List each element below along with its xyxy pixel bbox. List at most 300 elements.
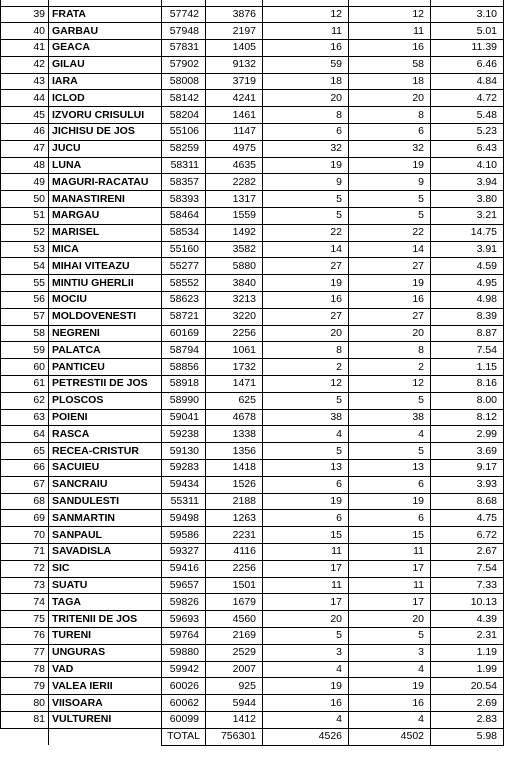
count-cell-2: 12 — [349, 6, 431, 23]
population-cell: 4635 — [206, 157, 263, 174]
commune-name: PLOSCOS — [49, 392, 162, 409]
code-cell: 58721 — [162, 308, 206, 325]
count-cell-2: 5 — [349, 627, 431, 644]
commune-name: JUCU — [49, 140, 162, 157]
row-number: 75 — [1, 611, 49, 628]
commune-name: SANCRAIU — [49, 476, 162, 493]
count-cell: 2 — [263, 359, 349, 376]
rate-cell: 8.39 — [431, 308, 504, 325]
population-cell: 1061 — [206, 342, 263, 359]
commune-name: IARA — [49, 73, 162, 90]
row-number: 64 — [1, 426, 49, 443]
population-cell: 1317 — [206, 191, 263, 208]
row-number: 56 — [1, 292, 49, 309]
population-cell: 1732 — [206, 359, 263, 376]
count-cell-2: 6 — [349, 510, 431, 527]
row-number: 66 — [1, 460, 49, 477]
rate-cell: 3.10 — [431, 6, 504, 23]
row-number: 60 — [1, 359, 49, 376]
count-cell-2: 32 — [349, 140, 431, 157]
commune-name: SAVADISLA — [49, 544, 162, 561]
count-cell-2: 16 — [349, 40, 431, 57]
commune-name: SANPAUL — [49, 527, 162, 544]
commune-name: MANASTIRENI — [49, 191, 162, 208]
code-cell: 59942 — [162, 661, 206, 678]
table-row — [1, 241, 504, 258]
rate-cell: 4.72 — [431, 90, 504, 107]
rate-cell: 14.75 — [431, 224, 504, 241]
count-cell: 27 — [263, 308, 349, 325]
rate-cell: 4.39 — [431, 611, 504, 628]
population-cell: 925 — [206, 678, 263, 695]
count-cell-2: 18 — [349, 73, 431, 90]
rate-cell: 5.48 — [431, 107, 504, 124]
rate-cell: 20.54 — [431, 678, 504, 695]
count-cell: 13 — [263, 460, 349, 477]
count-cell: 11 — [263, 544, 349, 561]
commune-name: VALEA IERII — [49, 678, 162, 695]
commune-name: RASCA — [49, 426, 162, 443]
count-cell-2: 5 — [349, 191, 431, 208]
row-number: 59 — [1, 342, 49, 359]
total-label: TOTAL — [162, 728, 206, 745]
population-cell: 1405 — [206, 40, 263, 57]
table-row — [1, 627, 504, 644]
count-cell-2: 20 — [349, 90, 431, 107]
rate-cell: 9.17 — [431, 460, 504, 477]
commune-name: FRATA — [49, 6, 162, 23]
rate-cell: 10.13 — [431, 594, 504, 611]
code-cell: 55106 — [162, 124, 206, 141]
code-cell: 58142 — [162, 90, 206, 107]
code-cell: 58008 — [162, 73, 206, 90]
commune-name: MINTIU GHERLII — [49, 275, 162, 292]
commune-name: UNGURAS — [49, 644, 162, 661]
count-cell: 16 — [263, 292, 349, 309]
code-cell: 58918 — [162, 376, 206, 393]
row-number: 62 — [1, 392, 49, 409]
count-cell: 22 — [263, 224, 349, 241]
table-row — [1, 174, 504, 191]
count-cell-2: 19 — [349, 678, 431, 695]
count-cell-2: 15 — [349, 527, 431, 544]
rate-cell: 8.16 — [431, 376, 504, 393]
code-cell: 58552 — [162, 275, 206, 292]
count-cell-2: 17 — [349, 594, 431, 611]
row-number: 67 — [1, 476, 49, 493]
commune-name: PALATCA — [49, 342, 162, 359]
population-cell: 3220 — [206, 308, 263, 325]
count-cell-2: 4 — [349, 711, 431, 728]
population-cell: 3582 — [206, 241, 263, 258]
count-cell-2: 11 — [349, 23, 431, 40]
commune-name: GILAU — [49, 56, 162, 73]
count-cell-2: 16 — [349, 292, 431, 309]
total-count: 4526 — [263, 728, 349, 745]
row-number: 40 — [1, 23, 49, 40]
row-number: 68 — [1, 493, 49, 510]
count-cell: 20 — [263, 611, 349, 628]
rate-cell: 1.99 — [431, 661, 504, 678]
commune-name: SIC — [49, 560, 162, 577]
rate-cell: 3.94 — [431, 174, 504, 191]
count-cell: 5 — [263, 443, 349, 460]
commune-name: RECEA-CRISTUR — [49, 443, 162, 460]
code-cell: 55160 — [162, 241, 206, 258]
row-number: 70 — [1, 527, 49, 544]
population-cell: 4975 — [206, 140, 263, 157]
code-cell: 55277 — [162, 258, 206, 275]
count-cell: 14 — [263, 241, 349, 258]
population-cell: 1559 — [206, 208, 263, 225]
row-number: 79 — [1, 678, 49, 695]
table-row — [1, 560, 504, 577]
population-cell: 2188 — [206, 493, 263, 510]
population-cell: 625 — [206, 392, 263, 409]
rate-cell: 11.39 — [431, 40, 504, 57]
population-cell: 4241 — [206, 90, 263, 107]
population-cell: 2529 — [206, 644, 263, 661]
rate-cell: 6.46 — [431, 56, 504, 73]
commune-name: MIHAI VITEAZU — [49, 258, 162, 275]
population-cell: 1501 — [206, 577, 263, 594]
rate-cell: 3.80 — [431, 191, 504, 208]
count-cell-2: 8 — [349, 107, 431, 124]
population-cell: 3719 — [206, 73, 263, 90]
table-row — [1, 577, 504, 594]
count-cell-2: 5 — [349, 392, 431, 409]
rate-cell: 4.75 — [431, 510, 504, 527]
table-row — [1, 711, 504, 728]
count-cell: 16 — [263, 695, 349, 712]
population-cell: 3876 — [206, 6, 263, 23]
row-number: 53 — [1, 241, 49, 258]
population-cell: 4116 — [206, 544, 263, 561]
count-cell-2: 8 — [349, 342, 431, 359]
population-cell: 2231 — [206, 527, 263, 544]
count-cell: 4 — [263, 711, 349, 728]
population-cell: 2282 — [206, 174, 263, 191]
table-row — [1, 493, 504, 510]
table-row — [1, 140, 504, 157]
row-number: 63 — [1, 409, 49, 426]
table-row — [1, 56, 504, 73]
row-number: 61 — [1, 376, 49, 393]
code-cell: 59586 — [162, 527, 206, 544]
count-cell-2: 17 — [349, 560, 431, 577]
row-number: 47 — [1, 140, 49, 157]
rate-cell: 3.91 — [431, 241, 504, 258]
commune-name: MICA — [49, 241, 162, 258]
table-row — [1, 359, 504, 376]
table-row — [1, 308, 504, 325]
commune-name: NEGRENI — [49, 325, 162, 342]
count-cell-2: 5 — [349, 443, 431, 460]
code-cell: 60099 — [162, 711, 206, 728]
table-row — [1, 510, 504, 527]
code-cell: 58623 — [162, 292, 206, 309]
count-cell: 6 — [263, 510, 349, 527]
code-cell: 59130 — [162, 443, 206, 460]
table-row — [1, 476, 504, 493]
count-cell: 6 — [263, 476, 349, 493]
commune-name: TAGA — [49, 594, 162, 611]
count-cell: 59 — [263, 56, 349, 73]
commune-name: PANTICEU — [49, 359, 162, 376]
count-cell-2: 3 — [349, 644, 431, 661]
count-cell: 15 — [263, 527, 349, 544]
rate-cell: 2.69 — [431, 695, 504, 712]
rate-cell: 4.59 — [431, 258, 504, 275]
count-cell: 5 — [263, 191, 349, 208]
table-row — [1, 258, 504, 275]
population-cell: 3213 — [206, 292, 263, 309]
table-row — [1, 342, 504, 359]
row-number: 77 — [1, 644, 49, 661]
code-cell: 58794 — [162, 342, 206, 359]
population-cell: 1356 — [206, 443, 263, 460]
code-cell: 58204 — [162, 107, 206, 124]
count-cell: 16 — [263, 40, 349, 57]
commune-name: TRITENII DE JOS — [49, 611, 162, 628]
code-cell: 59826 — [162, 594, 206, 611]
count-cell: 19 — [263, 157, 349, 174]
population-cell: 4678 — [206, 409, 263, 426]
rate-cell: 6.72 — [431, 527, 504, 544]
count-cell: 12 — [263, 376, 349, 393]
table-row — [1, 157, 504, 174]
rate-cell: 3.93 — [431, 476, 504, 493]
table-row — [1, 594, 504, 611]
commune-name: SANMARTIN — [49, 510, 162, 527]
table-row — [1, 6, 504, 23]
table-row — [1, 527, 504, 544]
count-cell: 19 — [263, 275, 349, 292]
total-row — [1, 728, 504, 745]
count-cell: 17 — [263, 560, 349, 577]
population-cell: 3840 — [206, 275, 263, 292]
commune-name: MAGURI-RACATAU — [49, 174, 162, 191]
code-cell: 59041 — [162, 409, 206, 426]
population-cell: 2256 — [206, 560, 263, 577]
count-cell: 9 — [263, 174, 349, 191]
commune-name: JICHISU DE JOS — [49, 124, 162, 141]
rate-cell: 5.01 — [431, 23, 504, 40]
code-cell: 59693 — [162, 611, 206, 628]
table-row — [1, 292, 504, 309]
rate-cell: 4.95 — [431, 275, 504, 292]
commune-name: MARGAU — [49, 208, 162, 225]
count-cell-2: 5 — [349, 208, 431, 225]
commune-name: GEACA — [49, 40, 162, 57]
rate-cell: 7.33 — [431, 577, 504, 594]
code-cell: 59498 — [162, 510, 206, 527]
row-number: 51 — [1, 208, 49, 225]
population-cell: 9132 — [206, 56, 263, 73]
rate-cell: 2.99 — [431, 426, 504, 443]
population-cell: 1412 — [206, 711, 263, 728]
table-body — [1, 0, 504, 745]
population-cell: 2007 — [206, 661, 263, 678]
population-cell: 1461 — [206, 107, 263, 124]
row-number: 45 — [1, 107, 49, 124]
code-cell: 59657 — [162, 577, 206, 594]
row-number: 72 — [1, 560, 49, 577]
count-cell: 32 — [263, 140, 349, 157]
count-cell-2: 22 — [349, 224, 431, 241]
rate-cell: 8.68 — [431, 493, 504, 510]
code-cell: 57831 — [162, 40, 206, 57]
row-number: 50 — [1, 191, 49, 208]
row-number: 49 — [1, 174, 49, 191]
code-cell: 60169 — [162, 325, 206, 342]
count-cell: 11 — [263, 23, 349, 40]
row-number: 42 — [1, 56, 49, 73]
code-cell: 58393 — [162, 191, 206, 208]
count-cell-2: 6 — [349, 124, 431, 141]
count-cell-2: 19 — [349, 157, 431, 174]
count-cell-2: 4 — [349, 661, 431, 678]
count-cell-2: 19 — [349, 275, 431, 292]
commune-name: GARBAU — [49, 23, 162, 40]
population-cell: 1526 — [206, 476, 263, 493]
code-cell: 59880 — [162, 644, 206, 661]
count-cell-2: 12 — [349, 376, 431, 393]
count-cell-2: 19 — [349, 493, 431, 510]
rate-cell: 1.15 — [431, 359, 504, 376]
table-row — [1, 23, 504, 40]
commune-name: SACUIEU — [49, 460, 162, 477]
row-number: 65 — [1, 443, 49, 460]
code-cell: 60062 — [162, 695, 206, 712]
row-number: 48 — [1, 157, 49, 174]
row-number: 55 — [1, 275, 49, 292]
rate-cell: 7.54 — [431, 560, 504, 577]
count-cell: 5 — [263, 208, 349, 225]
row-number: 74 — [1, 594, 49, 611]
count-cell: 12 — [263, 6, 349, 23]
count-cell-2: 20 — [349, 611, 431, 628]
table-row — [1, 325, 504, 342]
count-cell: 8 — [263, 342, 349, 359]
rate-cell: 2.67 — [431, 544, 504, 561]
table-row — [1, 107, 504, 124]
commune-name: IZVORU CRISULUI — [49, 107, 162, 124]
count-cell-2: 9 — [349, 174, 431, 191]
code-cell: 57742 — [162, 6, 206, 23]
row-number: 71 — [1, 544, 49, 561]
table-row — [1, 611, 504, 628]
table-row — [1, 695, 504, 712]
population-cell: 4560 — [206, 611, 263, 628]
population-cell: 1679 — [206, 594, 263, 611]
population-cell: 5880 — [206, 258, 263, 275]
code-cell: 59238 — [162, 426, 206, 443]
code-cell: 58357 — [162, 174, 206, 191]
count-cell: 5 — [263, 627, 349, 644]
count-cell-2: 27 — [349, 308, 431, 325]
row-number: 76 — [1, 627, 49, 644]
rate-cell: 2.83 — [431, 711, 504, 728]
code-cell: 58990 — [162, 392, 206, 409]
table-row — [1, 376, 504, 393]
total-count-2: 4502 — [349, 728, 431, 745]
count-cell-2: 38 — [349, 409, 431, 426]
rate-cell: 8.87 — [431, 325, 504, 342]
rate-cell: 7.54 — [431, 342, 504, 359]
table-row — [1, 191, 504, 208]
table-row — [1, 392, 504, 409]
commune-name: SANDULESTI — [49, 493, 162, 510]
rate-cell: 3.69 — [431, 443, 504, 460]
rate-cell: 2.31 — [431, 627, 504, 644]
row-number: 43 — [1, 73, 49, 90]
population-cell: 1471 — [206, 376, 263, 393]
table-row — [1, 644, 504, 661]
row-number: 80 — [1, 695, 49, 712]
commune-name: POIENI — [49, 409, 162, 426]
table-row — [1, 409, 504, 426]
commune-name: PETRESTII DE JOS — [49, 376, 162, 393]
code-cell: 59283 — [162, 460, 206, 477]
code-cell: 59416 — [162, 560, 206, 577]
rate-cell: 4.98 — [431, 292, 504, 309]
count-cell-2: 2 — [349, 359, 431, 376]
code-cell: 60026 — [162, 678, 206, 695]
code-cell: 59327 — [162, 544, 206, 561]
count-cell-2: 11 — [349, 544, 431, 561]
code-cell: 59434 — [162, 476, 206, 493]
commune-name: ICLOD — [49, 90, 162, 107]
rate-cell: 1.19 — [431, 644, 504, 661]
commune-name: LUNA — [49, 157, 162, 174]
count-cell: 4 — [263, 661, 349, 678]
count-cell: 20 — [263, 325, 349, 342]
count-cell-2: 4 — [349, 426, 431, 443]
population-cell: 2256 — [206, 325, 263, 342]
count-cell-2: 11 — [349, 577, 431, 594]
table-row — [1, 426, 504, 443]
table-row — [1, 443, 504, 460]
commune-name: VAD — [49, 661, 162, 678]
table-row — [1, 124, 504, 141]
code-cell: 57948 — [162, 23, 206, 40]
count-cell: 38 — [263, 409, 349, 426]
population-cell: 1418 — [206, 460, 263, 477]
table-row — [1, 460, 504, 477]
row-number: 54 — [1, 258, 49, 275]
population-cell: 2169 — [206, 627, 263, 644]
count-cell-2: 6 — [349, 476, 431, 493]
count-cell: 4 — [263, 426, 349, 443]
count-cell: 5 — [263, 392, 349, 409]
code-cell: 58464 — [162, 208, 206, 225]
population-cell: 2197 — [206, 23, 263, 40]
count-cell-2: 14 — [349, 241, 431, 258]
count-cell: 19 — [263, 678, 349, 695]
count-cell-2: 13 — [349, 460, 431, 477]
count-cell: 19 — [263, 493, 349, 510]
count-cell: 27 — [263, 258, 349, 275]
row-number: 57 — [1, 308, 49, 325]
rate-cell: 5.23 — [431, 124, 504, 141]
rate-cell: 8.12 — [431, 409, 504, 426]
table-row — [1, 208, 504, 225]
code-cell: 58259 — [162, 140, 206, 157]
row-number: 69 — [1, 510, 49, 527]
code-cell: 59764 — [162, 627, 206, 644]
table-row — [1, 224, 504, 241]
